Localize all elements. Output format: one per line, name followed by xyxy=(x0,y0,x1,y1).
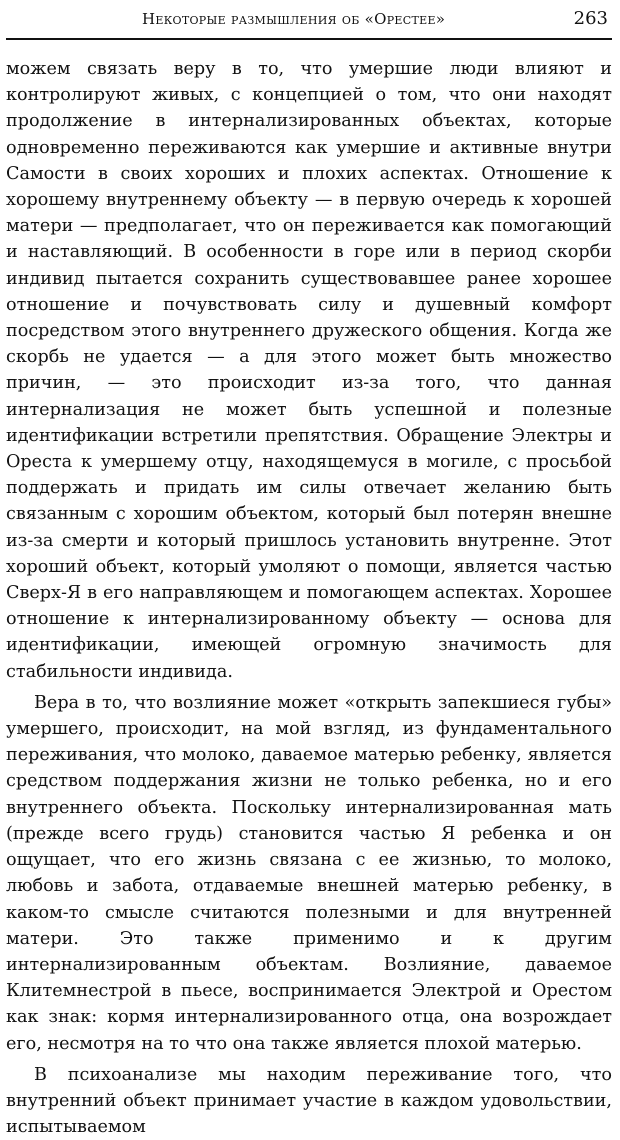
running-head xyxy=(6,4,612,40)
paragraph-continued: можем связать веру в то, что умершие люди влияют и контролируют живых, с концепцией о том, что они находят продолжение в интернализированных объектах, которые одновременно переживаются как умершие и активные внутри Самости в своих хороших и плохих аспектах. Отношение к хорошему внутреннему объекту — в первую очередь к хорошей матери — предполагает, что он переживается как помогающий и наставляющий. В особенности в горе или в период скорби индивид пытается сохранить существовавшее ранее хорошее отношение и почувствовать силу и душевный комфорт посредством этого внутреннего дружеского общения. Когда же скорбь не удается — а для этого может быть множество причин, — это происходит из-за того, что данная интернализация не может быть успешной и полезные идентификации встретили препятствия. Обращение Электры и Ореста к умершему отцу, находящемуся в могиле, с просьбой поддержать и придать им силы отвечает желанию быть связанным с хорошим объектом, который был потерян внешне из-за смерти и который пришлось установить внутренне. Этот хороший объект, который умоляют о помощи, является частью Сверх-Я в его направляющем и помогающем аспектах. Хорошее отношение к интернализированному объекту — основа для идентификации, имеющей огромную значимость для стабильности индивида. xyxy=(6,59,612,682)
paragraph: В психоанализе мы находим переживание того, что внутренний объект принимает участие в каждом удовольствии, испытываемом xyxy=(6,1064,612,1138)
main-text xyxy=(6,56,612,1140)
paragraph: Вера в то, что возлияние может «открыть запекшиеся губы» умершего, происходит, на мой взгляд, из фундаментального переживания, что молоко, даваемое матерью ребенку, является средством поддержания жизни не только ребенка, но и его внутреннего объекта. Поскольку интернализированная мать (прежде всего грудь) становится частью Я ребенка и он ощущает, что его жизнь связана с ее жизнью, то молоко, любовь и забота, отдаваемые внешней матерью ребенку, в каком-то смысле считаются полезными и для внутренней матери. Это также применимо и к другим интернализированным объектам. Возлияние, даваемое Клитемнестрой в пьесе, воспринимается Электрой и Орестом как знак: кормя интернализированного отца, она возрождает его, несмотря на то что она также является плохой матерью. xyxy=(6,692,612,1054)
running-title: Некоторые размышления об «Орестее» xyxy=(142,10,446,28)
page-number: 263 xyxy=(573,8,608,29)
